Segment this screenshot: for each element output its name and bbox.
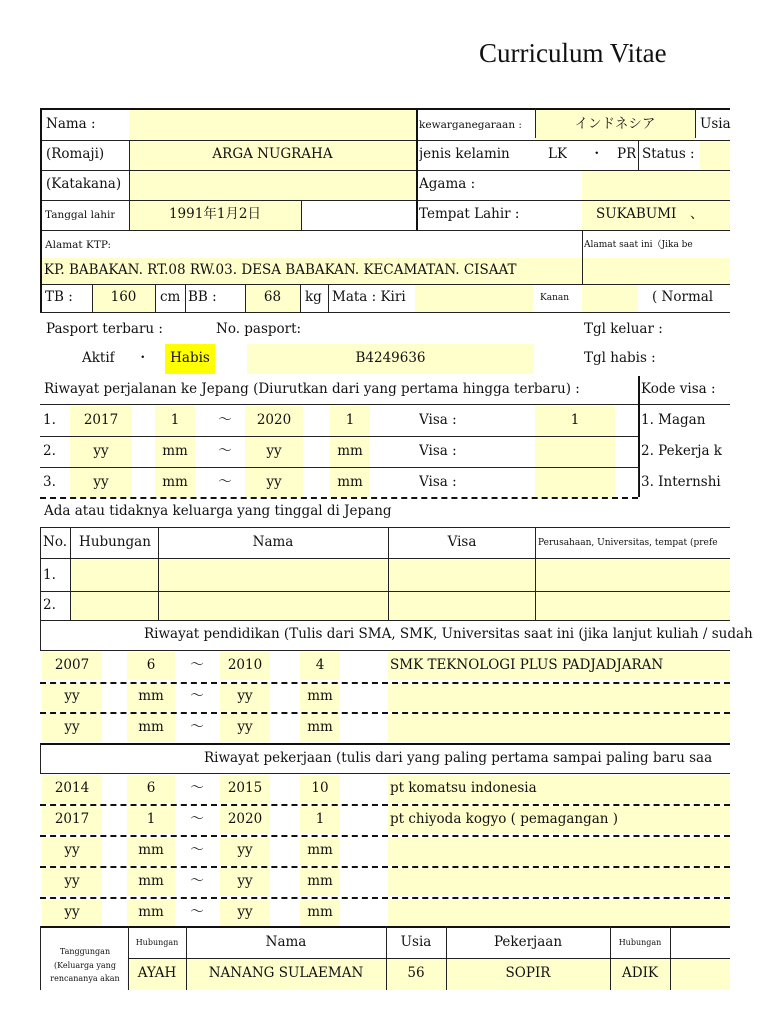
gender-pr[interactable]: PR <box>617 146 637 163</box>
work-to-year: yy <box>237 873 253 890</box>
grid-line <box>40 743 730 745</box>
mata-kanan-field[interactable] <box>582 284 638 312</box>
dep-col-hubungan-2: Hubungan <box>618 938 662 947</box>
grid-line <box>40 591 730 592</box>
work-from-year: 2017 <box>54 811 90 828</box>
bb-unit: kg <box>305 289 322 306</box>
work-from-month: mm <box>138 842 164 859</box>
gender-lk[interactable]: LK <box>548 146 568 163</box>
grid-line <box>40 835 730 837</box>
kewarganegaraan-label: kewarganegaraan : <box>419 118 522 131</box>
grid-line <box>40 897 730 899</box>
grid-line <box>386 926 387 990</box>
work-to-month: mm <box>307 842 333 859</box>
work-tilde: ～ <box>190 780 204 797</box>
education-to-year: yy <box>237 719 253 736</box>
work-to-month: mm <box>307 873 333 890</box>
travel-from-month: mm <box>162 443 188 460</box>
education-to-year: yy <box>237 688 253 705</box>
travel-to-month: mm <box>337 443 363 460</box>
travel-from-year: yy <box>93 474 109 491</box>
tanggungan-label-3: rencananya akan <box>50 974 120 983</box>
col-hubungan: Hubungan <box>79 534 151 551</box>
tb-label: TB : <box>45 289 73 306</box>
grid-line <box>638 140 639 170</box>
grid-line <box>40 200 730 201</box>
grid-line <box>535 527 536 620</box>
grid-line <box>582 230 583 284</box>
work-header: Riwayat pekerjaan (tulis dari yang paling pertama sampai paling baru saa <box>204 750 713 767</box>
tanggal-lahir-value: 1991年1月2日 <box>168 206 262 223</box>
work-name <box>390 837 730 865</box>
family-row-2[interactable] <box>70 592 730 620</box>
grid-line <box>40 108 42 312</box>
travel-from-month: mm <box>162 474 188 491</box>
education-from-year: yy <box>64 688 80 705</box>
agama-field[interactable] <box>582 170 730 200</box>
bb-label: BB : <box>188 289 217 306</box>
dep-hubungan: AYAH <box>137 965 177 982</box>
visa-code-item: 2. Pekerja k <box>641 443 722 460</box>
grid-line <box>610 926 611 990</box>
kewarganegaraan-value: インドネシア <box>574 116 656 133</box>
grid-line <box>40 108 730 110</box>
grid-line <box>40 558 730 559</box>
col-perusahaan: Perusahaan, Universitas, tempat (prefe <box>538 537 718 548</box>
col-no: No. <box>43 534 67 551</box>
family-row-1[interactable] <box>70 560 730 592</box>
work-tilde: ～ <box>190 842 204 859</box>
alamat-saat-ini-label: Alamat saat ini（Jika be <box>584 239 693 250</box>
status-label: Status : <box>642 146 695 163</box>
grid-line <box>129 140 130 230</box>
travel-to-year: yy <box>266 443 282 460</box>
col-visa: Visa <box>447 534 477 551</box>
work-tilde: ～ <box>190 904 204 921</box>
alamat-ktp-value: KP. BABAKAN. RT.08 RW.03. DESA BABAKAN. KECAMATAN. CISAAT <box>44 262 517 279</box>
travel-visa-label: Visa : <box>419 443 457 460</box>
dep-col-nama: Nama <box>265 934 307 951</box>
grid-line <box>40 140 730 141</box>
grid-line <box>446 926 447 990</box>
grid-line <box>388 527 389 620</box>
passport-label: Pasport terbaru : <box>46 321 163 338</box>
travel-visa-value <box>535 437 615 467</box>
grid-line <box>40 404 730 405</box>
travel-visa-label: Visa : <box>419 474 457 491</box>
education-header: Riwayat pendidikan (Tulis dari SMA, SMK, Universitas saat ini (jika lanjut kuliah / sudah <box>144 626 753 643</box>
education-tilde: ～ <box>190 688 204 705</box>
education-from-month: mm <box>138 719 164 736</box>
alamat-ktp-label: Alamat KTP: <box>45 238 112 251</box>
work-name <box>390 868 730 896</box>
katakana-field[interactable] <box>129 170 416 200</box>
visa-code-item: 1. Magan <box>641 412 706 429</box>
travel-row-no: 1. <box>43 412 56 429</box>
family-japan-header: Ada atau tidaknya keluarga yang tinggal di Jepang <box>44 503 392 520</box>
romaji-label: (Romaji) <box>46 146 105 163</box>
work-from-year: yy <box>64 842 80 859</box>
grid-line <box>92 284 93 312</box>
grid-line <box>670 926 671 990</box>
work-to-month: mm <box>307 904 333 921</box>
status-field[interactable] <box>700 140 730 170</box>
grid-line <box>155 284 156 312</box>
grid-line <box>40 284 730 285</box>
education-from-year: 2007 <box>54 657 90 674</box>
family-row-2-no: 2. <box>43 597 56 614</box>
tb-value: 160 <box>110 289 137 306</box>
grid-line <box>416 108 418 230</box>
dep-usia: 56 <box>407 965 425 982</box>
grid-line <box>40 712 730 714</box>
kanan-label: Kanan <box>540 292 570 303</box>
travel-to-year: 2020 <box>256 412 292 429</box>
katakana-label: (Katakana) <box>46 176 122 193</box>
grid-line <box>40 497 638 499</box>
education-from-month: 6 <box>146 657 156 674</box>
work-name: pt chiyoda kogyo ( pemagangan ) <box>390 811 619 828</box>
education-to-month: mm <box>307 688 333 705</box>
col-nama: Nama <box>252 534 294 551</box>
travel-to-year: yy <box>266 474 282 491</box>
travel-header: Riwayat perjalanan ke Jepang (Diurutkan dari yang pertama hingga terbaru) : <box>44 381 580 398</box>
grid-line <box>40 682 730 684</box>
work-from-year: 2014 <box>54 780 90 797</box>
kode-visa-label: Kode visa : <box>641 381 716 398</box>
travel-row-no: 2. <box>43 443 56 460</box>
tanggal-lahir-label: Tanggal lahir <box>45 208 116 221</box>
nama-field[interactable] <box>129 110 416 140</box>
grid-line <box>40 926 730 928</box>
travel-tilde: ～ <box>218 474 232 491</box>
gender-separator: ・ <box>590 146 604 163</box>
grid-line <box>128 958 730 959</box>
work-tilde: ～ <box>190 811 204 828</box>
grid-line <box>40 650 730 651</box>
education-name <box>390 683 730 711</box>
work-to-month: 10 <box>311 780 329 797</box>
grid-line <box>40 926 41 990</box>
nama-label: Nama : <box>46 116 96 133</box>
work-from-month: mm <box>138 904 164 921</box>
grid-line <box>40 804 730 806</box>
habis-option[interactable]: Habis <box>165 344 215 374</box>
dep-hubungan-2: ADIK <box>622 965 658 982</box>
dep-pekerjaan: SOPIR <box>505 965 551 982</box>
work-from-year: yy <box>64 904 80 921</box>
grid-line <box>695 108 696 138</box>
travel-from-month: 1 <box>170 412 180 429</box>
dep-nama: NANANG SULAEMAN <box>208 965 364 982</box>
grid-line <box>185 284 186 312</box>
travel-tilde: ～ <box>218 412 232 429</box>
grid-line <box>301 200 302 230</box>
work-from-month: mm <box>138 873 164 890</box>
bb-value: 68 <box>263 289 282 306</box>
grid-line <box>186 926 187 990</box>
work-tilde: ～ <box>190 873 204 890</box>
work-name <box>390 899 730 927</box>
travel-visa-value: 1 <box>570 412 580 429</box>
family-row-1-no: 1. <box>43 567 56 584</box>
visa-code-item: 3. Internshi <box>641 474 721 491</box>
grid-line <box>40 312 730 313</box>
education-tilde: ～ <box>190 657 204 674</box>
work-from-year: yy <box>64 873 80 890</box>
grid-line <box>40 620 41 650</box>
normal-label: ( Normal <box>652 289 714 306</box>
work-name: pt komatsu indonesia <box>390 780 537 797</box>
work-to-year: 2020 <box>227 811 263 828</box>
travel-to-month: mm <box>337 474 363 491</box>
travel-visa-value <box>535 468 615 498</box>
grid-line <box>245 284 246 312</box>
travel-to-month: 1 <box>345 412 355 429</box>
education-to-year: 2010 <box>227 657 263 674</box>
dep-col-usia: Usia <box>400 934 432 951</box>
grid-line <box>300 284 301 312</box>
grid-line <box>638 467 639 497</box>
tgl-keluar-label: Tgl keluar : <box>584 321 663 338</box>
tb-unit: cm <box>160 289 181 306</box>
aktif-option[interactable]: Aktif <box>82 350 115 367</box>
document-title: Curriculum Vitae <box>479 38 667 68</box>
travel-from-year: yy <box>93 443 109 460</box>
grid-line <box>40 743 41 773</box>
usia-label: Usia <box>700 116 731 133</box>
travel-row-no: 3. <box>43 474 56 491</box>
education-to-month: 4 <box>315 657 325 674</box>
work-to-year: yy <box>237 842 253 859</box>
education-name <box>390 714 730 742</box>
work-from-month: 1 <box>146 811 156 828</box>
tempat-lahir-label: Tempat Lahir : <box>419 206 520 223</box>
grid-line <box>40 436 638 437</box>
alamat-saat-ini-field[interactable] <box>582 258 730 284</box>
grid-line <box>40 866 730 868</box>
tempat-lahir-separator: 、 <box>690 206 704 223</box>
mata-kiri-field[interactable] <box>415 284 533 312</box>
travel-from-year: 2017 <box>83 412 119 429</box>
work-to-year: yy <box>237 904 253 921</box>
mata-label: Mata : Kiri <box>332 289 406 306</box>
grid-line <box>40 620 730 621</box>
grid-line <box>40 230 730 231</box>
tempat-lahir-value: SUKABUMI <box>596 206 677 223</box>
education-from-year: yy <box>64 719 80 736</box>
work-to-month: 1 <box>315 811 325 828</box>
grid-line <box>535 108 536 138</box>
travel-visa-label: Visa : <box>419 412 457 429</box>
grid-line <box>40 527 41 620</box>
romaji-value: ARGA NUGRAHA <box>212 146 333 163</box>
grid-line <box>328 284 329 312</box>
work-from-month: 6 <box>146 780 156 797</box>
tanggungan-label: Tanggungan <box>59 947 111 956</box>
passport-no-label: No. pasport: <box>216 321 302 338</box>
dep-col-pekerjaan: Pekerjaan <box>493 934 563 951</box>
tanggungan-label-2: (Keluarga yang <box>54 961 116 970</box>
work-to-year: 2015 <box>227 780 263 797</box>
grid-line <box>158 527 159 620</box>
jenis-kelamin-label: jenis kelamin <box>419 146 510 163</box>
grid-line <box>40 773 730 774</box>
travel-tilde: ～ <box>218 443 232 460</box>
grid-line <box>40 527 730 528</box>
passport-number-value: B4249636 <box>355 350 426 367</box>
passport-status-separator: ・ <box>136 350 150 367</box>
education-tilde: ～ <box>190 719 204 736</box>
tgl-habis-label: Tgl habis : <box>584 350 656 367</box>
grid-line <box>70 527 71 620</box>
education-name: SMK TEKNOLOGI PLUS PADJADJARAN <box>390 657 664 674</box>
dep-col-hubungan: Hubungan <box>135 938 179 947</box>
education-to-month: mm <box>307 719 333 736</box>
agama-label: Agama : <box>419 176 476 193</box>
grid-line <box>40 170 730 171</box>
grid-line <box>128 926 129 990</box>
education-from-month: mm <box>138 688 164 705</box>
grid-line <box>40 467 638 468</box>
